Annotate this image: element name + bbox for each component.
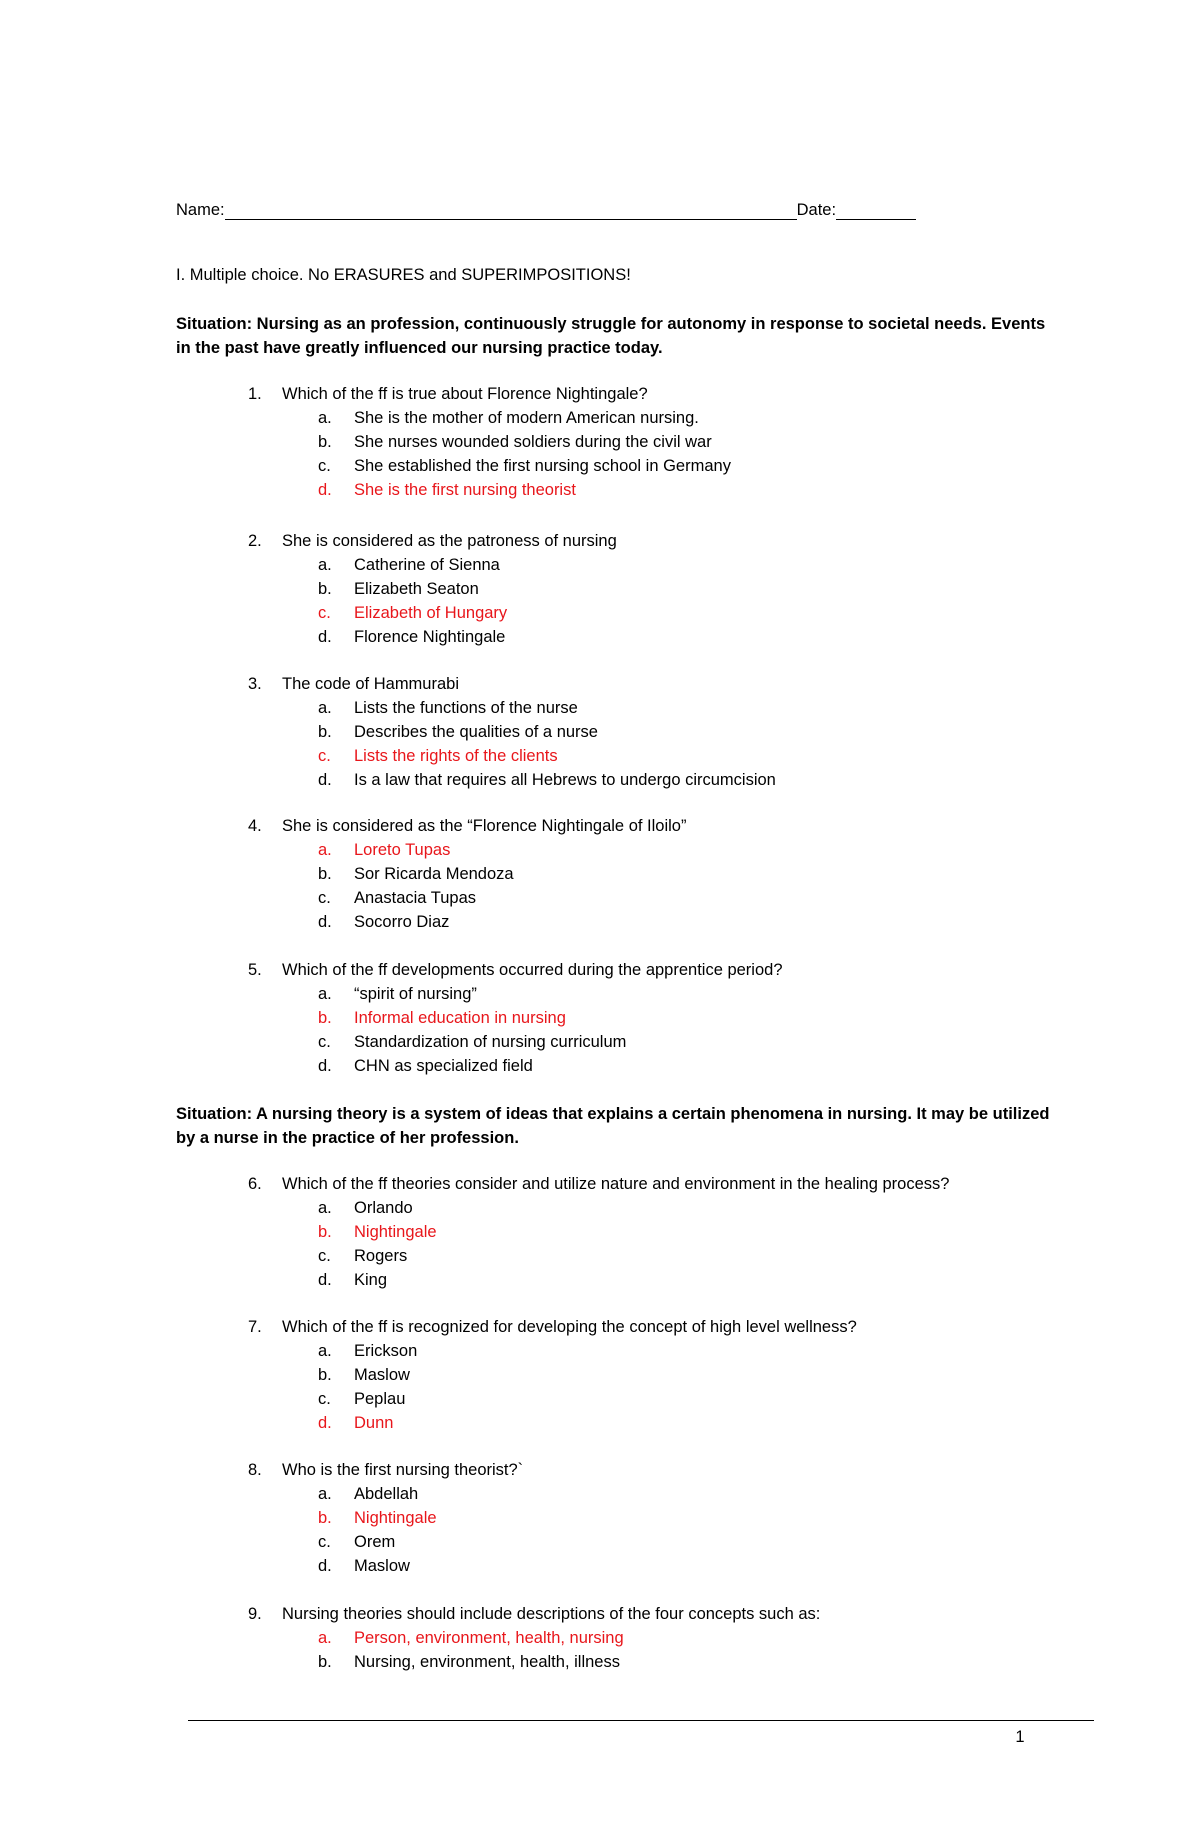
question-stem [248, 1172, 1048, 1196]
option-letter: a. [318, 840, 332, 859]
option [318, 982, 1048, 1006]
question-1 [248, 382, 1048, 502]
question-stem [248, 958, 1048, 982]
option-correct [318, 478, 1048, 502]
option-letter: d. [318, 912, 332, 931]
question-stem [248, 814, 1048, 838]
option-letter: a. [318, 408, 332, 427]
option-correct [318, 601, 1048, 625]
option-correct [318, 1626, 1048, 1650]
option-letter: d. [318, 627, 332, 646]
option [318, 1482, 1048, 1506]
option-list [318, 838, 1048, 934]
question-text: Which of the ff is true about Florence Nightingale? [282, 384, 648, 403]
option-text: Orlando [354, 1198, 413, 1217]
question-number: 3. [248, 674, 262, 693]
question-2 [248, 529, 1048, 649]
question-number: 7. [248, 1317, 262, 1336]
name-label: Name: [176, 201, 225, 219]
name-blank [225, 201, 797, 220]
question-number: 9. [248, 1604, 262, 1623]
option-text: Lists the functions of the nurse [354, 698, 578, 717]
question-9 [248, 1602, 1048, 1674]
page-number: 1 [1015, 1728, 1025, 1746]
option-text: Loreto Tupas [354, 840, 451, 859]
option-letter: a. [318, 1484, 332, 1503]
instruction-text: I. Multiple choice. No ERASURES and SUPERIMPOSITIONS! [176, 266, 631, 284]
question-stem [248, 1315, 1048, 1339]
question-4 [248, 814, 1048, 934]
option [318, 1244, 1048, 1268]
option-letter: c. [318, 1246, 331, 1265]
question-stem [248, 382, 1048, 406]
date-blank [836, 201, 916, 220]
question-stem [248, 529, 1048, 553]
option-letter: b. [318, 1008, 332, 1027]
option-correct [318, 838, 1048, 862]
option-letter: b. [318, 864, 332, 883]
option-list [318, 553, 1048, 649]
option [318, 1554, 1048, 1578]
option-letter: b. [318, 432, 332, 451]
date-label: Date: [796, 201, 837, 219]
question-number: 4. [248, 816, 262, 835]
option-text: Orem [354, 1532, 396, 1551]
option-letter: d. [318, 1056, 332, 1075]
option-text: She nurses wounded soldiers during the civil war [354, 432, 712, 451]
option-letter: d. [318, 1270, 332, 1289]
footer-divider [188, 1720, 1094, 1721]
question-7 [248, 1315, 1048, 1435]
question-stem [248, 672, 1048, 696]
question-text: Who is the first nursing theorist?` [282, 1460, 524, 1479]
option-text: Lists the rights of the clients [354, 746, 558, 765]
option-text: Informal education in nursing [354, 1008, 566, 1027]
option-text: Erickson [354, 1341, 418, 1360]
option-letter: c. [318, 1032, 331, 1051]
option-text: Rogers [354, 1246, 408, 1265]
option [318, 886, 1048, 910]
option-list [318, 1626, 1048, 1674]
option-letter: b. [318, 1508, 332, 1527]
option-text: Describes the qualities of a nurse [354, 722, 598, 741]
question-text: Which of the ff theories consider and utilize nature and environment in the healing process? [282, 1174, 950, 1193]
option-text: Socorro Diaz [354, 912, 450, 931]
option-letter: b. [318, 579, 332, 598]
option-text: CHN as specialized field [354, 1056, 533, 1075]
option-correct [318, 1006, 1048, 1030]
option-text: Nightingale [354, 1222, 437, 1241]
option-text: She established the first nursing school in Germany [354, 456, 731, 475]
question-text: She is considered as the “Florence Nightingale of Iloilo” [282, 816, 687, 835]
option-list [318, 1196, 1048, 1292]
question-5 [248, 958, 1048, 1078]
option-letter: d. [318, 770, 332, 789]
option-letter: a. [318, 1628, 332, 1647]
option [318, 1054, 1048, 1078]
option-letter: c. [318, 1532, 331, 1551]
option-list [318, 1482, 1048, 1578]
question-stem [248, 1602, 1048, 1626]
option-letter: b. [318, 722, 332, 741]
option-letter: c. [318, 603, 331, 622]
option [318, 1387, 1048, 1411]
option-letter: a. [318, 984, 332, 1003]
question-3 [248, 672, 1048, 792]
option-letter: a. [318, 698, 332, 717]
option-text: Abdellah [354, 1484, 419, 1503]
option-text: She is the mother of modern American nursing. [354, 408, 699, 427]
option-letter: a. [318, 1198, 332, 1217]
situation-2: Situation: A nursing theory is a system of ideas that explains a certain phenomena in nursing. It may be utilized by a nurse in the practice of her profession. [176, 1105, 1050, 1147]
option [318, 553, 1048, 577]
question-number: 8. [248, 1460, 262, 1479]
option-letter: c. [318, 746, 331, 765]
option [318, 1363, 1048, 1387]
option-correct [318, 1506, 1048, 1530]
option [318, 1530, 1048, 1554]
option [318, 577, 1048, 601]
option-text: She is the first nursing theorist [354, 480, 576, 499]
question-number: 2. [248, 531, 262, 550]
option-list [318, 1339, 1048, 1435]
option-text: Anastacia Tupas [354, 888, 476, 907]
option-letter: a. [318, 555, 332, 574]
option-list [318, 982, 1048, 1078]
option-text: “spirit of nursing” [354, 984, 477, 1003]
option-text: Catherine of Sienna [354, 555, 500, 574]
question-text: Which of the ff developments occurred during the apprentice period? [282, 960, 783, 979]
option-letter: c. [318, 456, 331, 475]
option-letter: d. [318, 480, 332, 499]
option-letter: b. [318, 1365, 332, 1384]
option [318, 910, 1048, 934]
option [318, 768, 1048, 792]
option [318, 862, 1048, 886]
option [318, 406, 1048, 430]
option [318, 625, 1048, 649]
option-letter: c. [318, 1389, 331, 1408]
option-text: Nightingale [354, 1508, 437, 1527]
option-text: Person, environment, health, nursing [354, 1628, 624, 1647]
option-text: Elizabeth of Hungary [354, 603, 508, 622]
option [318, 1030, 1048, 1054]
option-correct [318, 1411, 1048, 1435]
option-correct [318, 744, 1048, 768]
question-text: Which of the ff is recognized for developing the concept of high level wellness? [282, 1317, 857, 1336]
name-date-row [176, 196, 936, 220]
option-text: Maslow [354, 1365, 410, 1384]
question-8 [248, 1458, 1048, 1578]
option-text: Maslow [354, 1556, 410, 1575]
option-letter: d. [318, 1556, 332, 1575]
option-text: King [354, 1270, 388, 1289]
question-6 [248, 1172, 1048, 1292]
option-text: Sor Ricarda Mendoza [354, 864, 514, 883]
option-list [318, 696, 1048, 792]
question-text: The code of Hammurabi [282, 674, 459, 693]
question-text: She is considered as the patroness of nursing [282, 531, 617, 550]
question-number: 6. [248, 1174, 262, 1193]
question-text: Nursing theories should include descriptions of the four concepts such as: [282, 1604, 821, 1623]
option [318, 1268, 1048, 1292]
option-text: Peplau [354, 1389, 406, 1408]
option-text: Florence Nightingale [354, 627, 506, 646]
option-text: Elizabeth Seaton [354, 579, 479, 598]
option-text: Standardization of nursing curriculum [354, 1032, 627, 1051]
option-text: Nursing, environment, health, illness [354, 1652, 620, 1671]
option-correct [318, 1220, 1048, 1244]
option [318, 696, 1048, 720]
situation-1: Situation: Nursing as an profession, continuously struggle for autonomy in response to societal needs. Events in the past have greatly influenced our nursing practice today. [176, 315, 1046, 357]
option [318, 1650, 1048, 1674]
option-letter: a. [318, 1341, 332, 1360]
question-stem [248, 1458, 1048, 1482]
option [318, 720, 1048, 744]
question-number: 1. [248, 384, 262, 403]
option [318, 454, 1048, 478]
option [318, 430, 1048, 454]
option-letter: c. [318, 888, 331, 907]
option-letter: d. [318, 1413, 332, 1432]
option-text: Is a law that requires all Hebrews to undergo circumcision [354, 770, 776, 789]
option-letter: b. [318, 1652, 332, 1671]
option-letter: b. [318, 1222, 332, 1241]
option [318, 1339, 1048, 1363]
option-text: Dunn [354, 1413, 394, 1432]
question-number: 5. [248, 960, 262, 979]
option [318, 1196, 1048, 1220]
option-list [318, 406, 1048, 502]
